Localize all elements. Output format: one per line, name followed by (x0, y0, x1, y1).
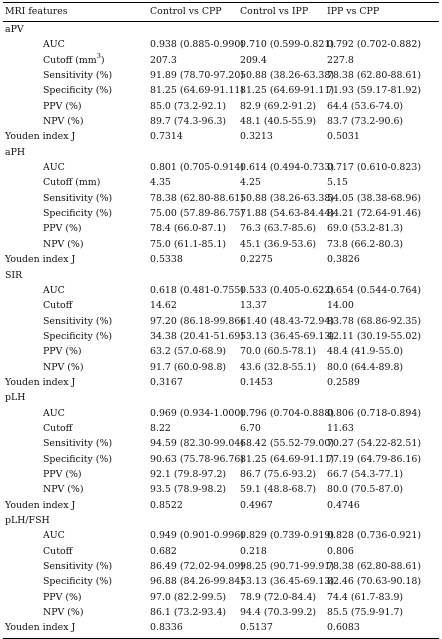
table-row (3, 436, 439, 451)
cell-control-vs-ipp: 81.25 (64.69-91.11) (240, 85, 334, 97)
section-heading (3, 390, 439, 405)
youden-label: Youden index J (5, 376, 76, 388)
metric-label (43, 191, 112, 206)
section-name: pLH (5, 392, 26, 404)
table-row (3, 237, 439, 252)
youden-label: Youden index J (5, 254, 76, 266)
metric-label-text: Specificity (%) (43, 576, 112, 588)
cell-control-vs-cpp: 81.25 (64.69-91.11) (150, 85, 244, 97)
metric-label-text: Cutoff (43, 300, 73, 312)
cell-control-vs-ipp: 0.829 (0.739-0.919) (240, 530, 334, 542)
cell-control-vs-cpp: 4.35 (150, 177, 171, 189)
metric-label (43, 344, 82, 359)
cell-ipp-vs-cpp: 0.806 (0.718-0.894) (327, 407, 421, 419)
section-name: pLH/FSH (5, 515, 50, 526)
cell-ipp-vs-cpp: 0.792 (0.702-0.882) (327, 39, 421, 51)
table-row (3, 406, 439, 421)
youden-control-vs-cpp: 0.3167 (150, 376, 183, 388)
metric-label (43, 114, 84, 129)
metric-label-text: AUC (43, 407, 65, 419)
cell-ipp-vs-cpp: 82.46 (70.63-90.18) (327, 576, 421, 588)
metric-label-text: Cutoff (mm) (43, 177, 101, 189)
youden-control-vs-cpp: 0.8336 (150, 622, 183, 634)
metric-label-text: NPV (%) (43, 116, 84, 128)
metric-label-text: Cutoff (43, 422, 73, 434)
table-row (3, 114, 439, 129)
metric-label (43, 590, 82, 605)
table-row (3, 360, 439, 375)
cell-ipp-vs-cpp: 48.4 (41.9-55.0) (327, 346, 404, 358)
cell-control-vs-cpp: 0.969 (0.934-1.000) (150, 407, 244, 419)
cell-ipp-vs-cpp: 80.0 (64.4-89.8) (327, 361, 404, 373)
metric-label (43, 283, 65, 298)
cell-control-vs-ipp: 82.9 (69.2-91.2) (240, 100, 317, 112)
metric-label (43, 53, 105, 68)
cell-control-vs-cpp: 86.49 (72.02-94.09) (150, 561, 244, 573)
youden-control-vs-cpp: 0.8522 (150, 499, 183, 511)
cell-control-vs-ipp: 209.4 (240, 54, 267, 66)
cell-control-vs-cpp: 96.88 (84.26-99.84) (150, 576, 244, 588)
youden-label: Youden index J (5, 499, 76, 511)
cell-control-vs-ipp: 70.0 (60.5-78.1) (240, 346, 317, 358)
results-table (3, 2, 439, 639)
cell-control-vs-ipp: 0.218 (240, 545, 267, 557)
cell-control-vs-ipp: 43.6 (32.8-55.1) (240, 361, 317, 373)
youden-ipp-vs-cpp: 0.3826 (327, 254, 360, 266)
youden-ipp-vs-cpp: 0.4746 (327, 499, 360, 511)
metric-label-text: Cutoff (43, 545, 73, 557)
cell-ipp-vs-cpp: 83.78 (68.86-92.35) (327, 315, 421, 327)
cell-ipp-vs-cpp: 227.8 (327, 54, 354, 66)
section-heading (3, 22, 439, 37)
table-row (3, 206, 439, 221)
section-name: aPV (5, 24, 24, 35)
metric-label (43, 237, 84, 252)
table-row (3, 559, 439, 574)
metric-label-superscript: 3 (96, 51, 101, 60)
cell-ipp-vs-cpp: 73.8 (66.2-80.3) (327, 238, 404, 250)
youden-row (3, 620, 439, 635)
cell-control-vs-cpp: 8.22 (150, 422, 171, 434)
cell-control-vs-ipp: 78.9 (72.0-84.4) (240, 591, 317, 603)
table-row (3, 191, 439, 206)
metric-label (43, 559, 112, 574)
metric-label (43, 467, 82, 482)
cell-control-vs-cpp: 90.63 (75.78-96.76) (150, 453, 244, 465)
header-ipp-vs-cpp: IPP vs CPP (327, 6, 380, 17)
youden-row (3, 129, 439, 144)
cell-control-vs-ipp: 68.42 (55.52-79.00) (240, 438, 334, 450)
table-row (3, 68, 439, 83)
cell-control-vs-cpp: 78.38 (62.80-88.61) (150, 192, 244, 204)
metric-label (43, 482, 84, 497)
section-name: SIR (5, 269, 23, 281)
cell-control-vs-cpp: 89.7 (74.3-96.3) (150, 116, 227, 128)
metric-label (43, 99, 82, 114)
metric-label-text: AUC (43, 39, 65, 51)
cell-control-vs-cpp: 0.682 (150, 545, 177, 557)
table-row (3, 314, 439, 329)
cell-control-vs-cpp: 92.1 (79.8-97.2) (150, 468, 227, 480)
table-body (3, 22, 439, 636)
cell-ipp-vs-cpp: 64.4 (53.6-74.0) (327, 100, 404, 112)
cell-ipp-vs-cpp: 78.38 (62.80-88.61) (327, 561, 421, 573)
header-control-vs-ipp: Control vs IPP (240, 6, 309, 17)
cell-ipp-vs-cpp: 69.0 (53.2-81.3) (327, 223, 404, 235)
cell-control-vs-cpp: 94.59 (82.30-99.04) (150, 438, 244, 450)
metric-label (43, 329, 112, 344)
metric-label-text: NPV (%) (43, 607, 84, 619)
cell-control-vs-ipp: 0.614 (0.494-0.733) (240, 162, 334, 174)
table-row (3, 99, 439, 114)
cell-ipp-vs-cpp: 0.828 (0.736-0.921) (327, 530, 421, 542)
cell-control-vs-ipp: 53.13 (36.45-69.13) (240, 576, 334, 588)
youden-row (3, 498, 439, 513)
metric-label-text: PPV (%) (43, 346, 82, 358)
cell-control-vs-cpp: 75.00 (57.89-86.75) (150, 208, 244, 220)
youden-control-vs-cpp: 0.5338 (150, 254, 183, 266)
metric-label-text: NPV (%) (43, 361, 84, 373)
youden-ipp-vs-cpp: 0.5031 (327, 131, 360, 143)
cell-control-vs-ipp: 13.37 (240, 300, 267, 312)
table-row (3, 544, 439, 559)
metric-label (43, 298, 72, 313)
metric-label-text: AUC (43, 530, 65, 542)
cell-control-vs-ipp: 50.88 (38.26-63.38) (240, 192, 334, 204)
table-row (3, 283, 439, 298)
table-row (3, 482, 439, 497)
cell-control-vs-cpp: 0.949 (0.901-0.996) (150, 530, 244, 542)
metric-label (43, 37, 65, 52)
table-row (3, 160, 439, 175)
youden-control-vs-ipp: 0.1453 (240, 376, 273, 388)
table-header (3, 3, 439, 20)
youden-row (3, 375, 439, 390)
cell-ipp-vs-cpp: 70.27 (54.22-82.51) (327, 438, 421, 450)
cell-ipp-vs-cpp: 71.93 (59.17-81.92) (327, 85, 421, 97)
table-row (3, 329, 439, 344)
youden-label: Youden index J (5, 622, 76, 634)
metric-label (43, 221, 82, 236)
table-row (3, 605, 439, 620)
cell-control-vs-cpp: 93.5 (78.9-98.2) (150, 484, 227, 496)
metric-label-text: Specificity (%) (43, 453, 112, 465)
cell-control-vs-ipp: 48.1 (40.5-55.9) (240, 116, 317, 128)
cell-control-vs-cpp: 78.4 (66.0-87.1) (150, 223, 227, 235)
header-mri-features: MRI features (5, 6, 68, 17)
table-row (3, 467, 439, 482)
cell-control-vs-ipp: 45.1 (36.9-53.6) (240, 238, 317, 250)
metric-label-text: Sensitivity (%) (43, 438, 113, 450)
metric-label-text: Specificity (%) (43, 85, 112, 97)
cell-control-vs-ipp: 81.25 (64.69-91.11) (240, 453, 334, 465)
cell-control-vs-ipp: 76.3 (63.7-85.6) (240, 223, 317, 235)
cell-control-vs-cpp: 91.89 (78.70-97.20) (150, 70, 244, 82)
cell-control-vs-cpp: 34.38 (20.41-51.69) (150, 330, 244, 342)
youden-control-vs-ipp: 0.2275 (240, 254, 273, 266)
table-row (3, 83, 439, 98)
table-row (3, 574, 439, 589)
metric-label-text: AUC (43, 162, 65, 174)
metric-label-text: NPV (%) (43, 484, 84, 496)
cell-control-vs-cpp: 75.0 (61.1-85.1) (150, 238, 227, 250)
metric-label-text: AUC (43, 284, 65, 296)
cell-ipp-vs-cpp: 84.21 (72.64-91.46) (327, 208, 421, 220)
metric-label (43, 406, 65, 421)
table-row (3, 175, 439, 190)
cell-control-vs-cpp: 97.0 (82.2-99.5) (150, 591, 227, 603)
metric-label (43, 574, 112, 589)
cell-control-vs-ipp: 98.25 (90.71-99.91) (240, 561, 334, 573)
cell-control-vs-ipp: 0.796 (0.704-0.888) (240, 407, 334, 419)
metric-label-suffix: ) (100, 54, 105, 66)
metric-label-text: PPV (%) (43, 100, 82, 112)
cell-control-vs-cpp: 0.938 (0.885-0.990) (150, 39, 244, 51)
cell-control-vs-ipp: 53.13 (36.45-69.13) (240, 330, 334, 342)
cell-control-vs-cpp: 86.1 (73.2-93.4) (150, 607, 227, 619)
cell-control-vs-ipp: 86.7 (75.6-93.2) (240, 468, 317, 480)
cell-ipp-vs-cpp: 0.654 (0.544-0.764) (327, 284, 421, 296)
metric-label (43, 83, 112, 98)
metric-label-text: Sensitivity (%) (43, 192, 113, 204)
cell-control-vs-ipp: 0.710 (0.599-0.821) (240, 39, 334, 51)
youden-row (3, 252, 439, 267)
metric-label (43, 421, 72, 436)
cell-ipp-vs-cpp: 5.15 (327, 177, 348, 189)
table-row (3, 452, 439, 467)
metric-label-text: Specificity (%) (43, 330, 112, 342)
metric-label (43, 528, 65, 543)
cell-control-vs-cpp: 0.801 (0.705-0.914) (150, 162, 244, 174)
cell-control-vs-ipp: 71.88 (54.63-84.44) (240, 208, 334, 220)
metric-label (43, 436, 112, 451)
metric-label-text: PPV (%) (43, 468, 82, 480)
cell-control-vs-cpp: 0.618 (0.481-0.755) (150, 284, 244, 296)
youden-control-vs-ipp: 0.5137 (240, 622, 273, 634)
cell-control-vs-ipp: 6.70 (240, 422, 261, 434)
cell-ipp-vs-cpp: 74.4 (61.7-83.9) (327, 591, 404, 603)
youden-control-vs-cpp: 0.7314 (150, 131, 183, 143)
cell-ipp-vs-cpp: 85.5 (75.9-91.7) (327, 607, 404, 619)
metric-label-text: Cutoff (mm (43, 54, 97, 66)
youden-control-vs-ipp: 0.3213 (240, 131, 273, 143)
table-row (3, 298, 439, 313)
cell-ipp-vs-cpp: 83.7 (73.2-90.6) (327, 116, 404, 128)
metric-label (43, 544, 72, 559)
cell-ipp-vs-cpp: 77.19 (64.79-86.16) (327, 453, 421, 465)
cell-control-vs-ipp: 61.40 (48.43-72.94) (240, 315, 334, 327)
table-row (3, 528, 439, 543)
cell-control-vs-cpp: 85.0 (73.2-92.1) (150, 100, 227, 112)
cell-control-vs-ipp: 50.88 (38.26-63.38) (240, 70, 334, 82)
cell-control-vs-ipp: 0.533 (0.405-0.622) (240, 284, 334, 296)
cell-ipp-vs-cpp: 0.717 (0.610-0.823) (327, 162, 421, 174)
metric-label (43, 314, 112, 329)
cell-ipp-vs-cpp: 11.63 (327, 422, 354, 434)
metric-label-text: Specificity (%) (43, 208, 112, 220)
cell-control-vs-cpp: 97.20 (86.18-99.86) (150, 315, 244, 327)
metric-label-text: Sensitivity (%) (43, 70, 113, 82)
cell-control-vs-ipp: 59.1 (48.8-68.7) (240, 484, 317, 496)
cell-control-vs-cpp: 63.2 (57.0-68.9) (150, 346, 227, 358)
table-row (3, 53, 439, 68)
metric-label (43, 206, 112, 221)
metric-label-text: PPV (%) (43, 591, 82, 603)
cell-control-vs-ipp: 94.4 (70.3-99.2) (240, 607, 317, 619)
section-name: aPH (5, 146, 26, 158)
header-control-vs-cpp: Control vs CPP (150, 6, 222, 17)
cell-ipp-vs-cpp: 14.00 (327, 300, 354, 312)
cell-ipp-vs-cpp: 80.0 (70.5-87.0) (327, 484, 404, 496)
youden-label: Youden index J (5, 131, 76, 143)
cell-ipp-vs-cpp: 78.38 (62.80-88.61) (327, 70, 421, 82)
table-row (3, 421, 439, 436)
metric-label-text: Sensitivity (%) (43, 561, 113, 573)
table-row (3, 590, 439, 605)
cell-ipp-vs-cpp: 0.806 (327, 545, 354, 557)
cell-ipp-vs-cpp: 66.7 (54.3-77.1) (327, 468, 404, 480)
table-row (3, 37, 439, 52)
table-row (3, 344, 439, 359)
metric-label (43, 68, 112, 83)
cell-control-vs-cpp: 14.62 (150, 300, 177, 312)
cell-ipp-vs-cpp: 54.05 (38.38-68.96) (327, 192, 421, 204)
metric-label (43, 160, 65, 175)
section-heading (3, 145, 439, 160)
metric-label-text: Sensitivity (%) (43, 315, 113, 327)
metric-label (43, 175, 100, 190)
table-row (3, 221, 439, 236)
youden-ipp-vs-cpp: 0.2589 (327, 376, 360, 388)
cell-control-vs-cpp: 91.7 (60.0-98.8) (150, 361, 227, 373)
cell-control-vs-cpp: 207.3 (150, 54, 177, 66)
metric-label (43, 360, 84, 375)
section-heading (3, 268, 439, 283)
metric-label-text: PPV (%) (43, 223, 82, 235)
section-heading (3, 513, 439, 528)
youden-ipp-vs-cpp: 0.6083 (327, 622, 360, 634)
cell-control-vs-ipp: 4.25 (240, 177, 261, 189)
cell-ipp-vs-cpp: 42.11 (30.19-55.02) (327, 330, 421, 342)
youden-control-vs-ipp: 0.4967 (240, 499, 273, 511)
metric-label-text: NPV (%) (43, 238, 84, 250)
metric-label (43, 452, 112, 467)
metric-label (43, 605, 84, 620)
